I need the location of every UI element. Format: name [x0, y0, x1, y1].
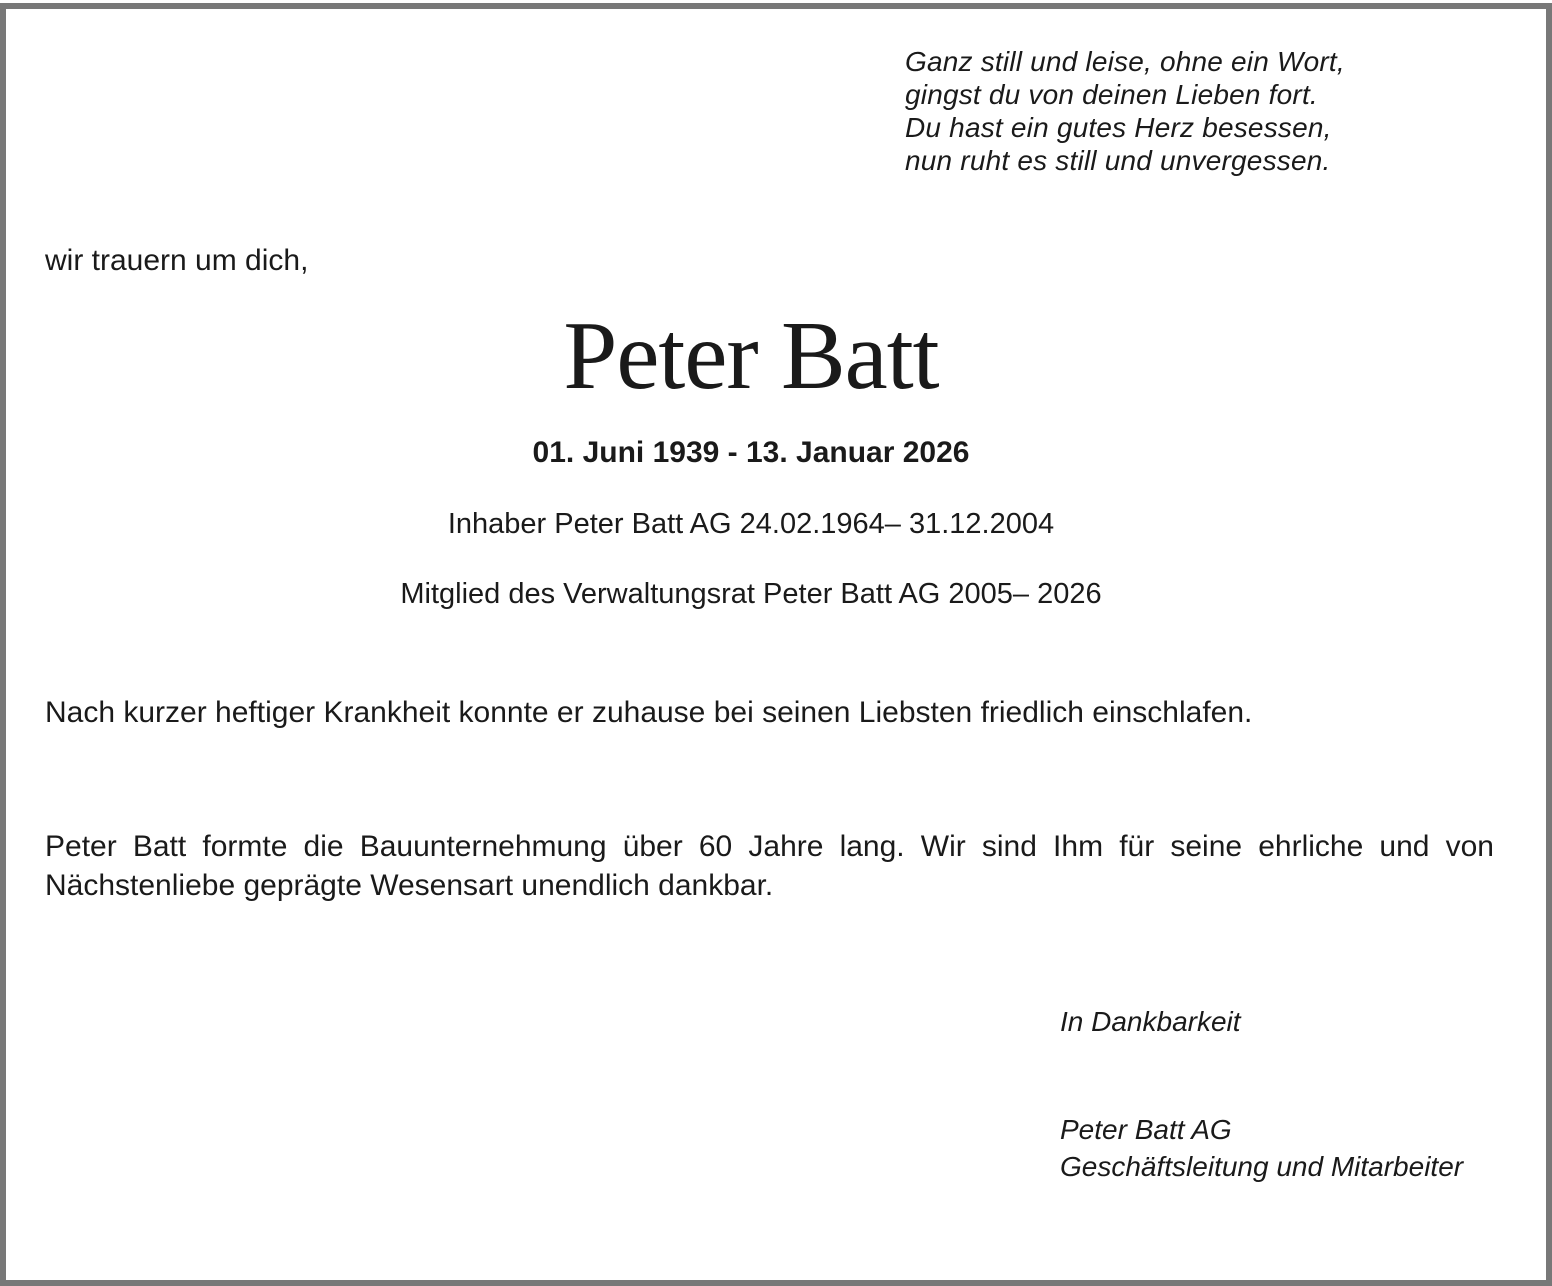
tribute-paragraph: Peter Batt formte die Bauunternehmung über 60 Jahre lang. Wir sind Ihm für seine ehrliche und von Nächstenliebe geprägte Wesensart unendlich dankbar.	[45, 830, 1494, 902]
life-dates: 01. Juni 1939 - 13. Januar 2026	[532, 436, 970, 469]
verse-line-1: Ganz still und leise, ohne ein Wort,	[905, 46, 1345, 77]
memorial-verse	[905, 45, 1345, 177]
role-line-board: Mitglied des Verwaltungsrat Peter Batt AG 2005– 2026	[400, 578, 1102, 610]
announcement-paragraph: Nach kurzer heftiger Krankheit konnte er zuhause bei seinen Liebsten friedlich einschlafen.	[45, 696, 1253, 729]
verse-line-2: gingst du von deinen Lieben fort.	[905, 79, 1318, 110]
deceased-name: Peter Batt	[563, 302, 939, 409]
salutation-line: wir trauern um dich,	[45, 244, 309, 277]
verse-line-4: nun ruht es still und unvergessen.	[905, 145, 1331, 176]
verse-line-3: Du hast ein gutes Herz besessen,	[905, 112, 1332, 143]
document-page	[0, 3, 1552, 1286]
signature-company: Peter Batt AG	[1060, 1114, 1232, 1145]
gratitude-line: In Dankbarkeit	[1060, 1006, 1241, 1037]
signature-block	[1060, 1111, 1463, 1185]
signature-role: Geschäftsleitung und Mitarbeiter	[1060, 1151, 1464, 1182]
obituary-content	[6, 9, 1546, 1280]
role-line-owner: Inhaber Peter Batt AG 24.02.1964– 31.12.2004	[447, 508, 1055, 540]
